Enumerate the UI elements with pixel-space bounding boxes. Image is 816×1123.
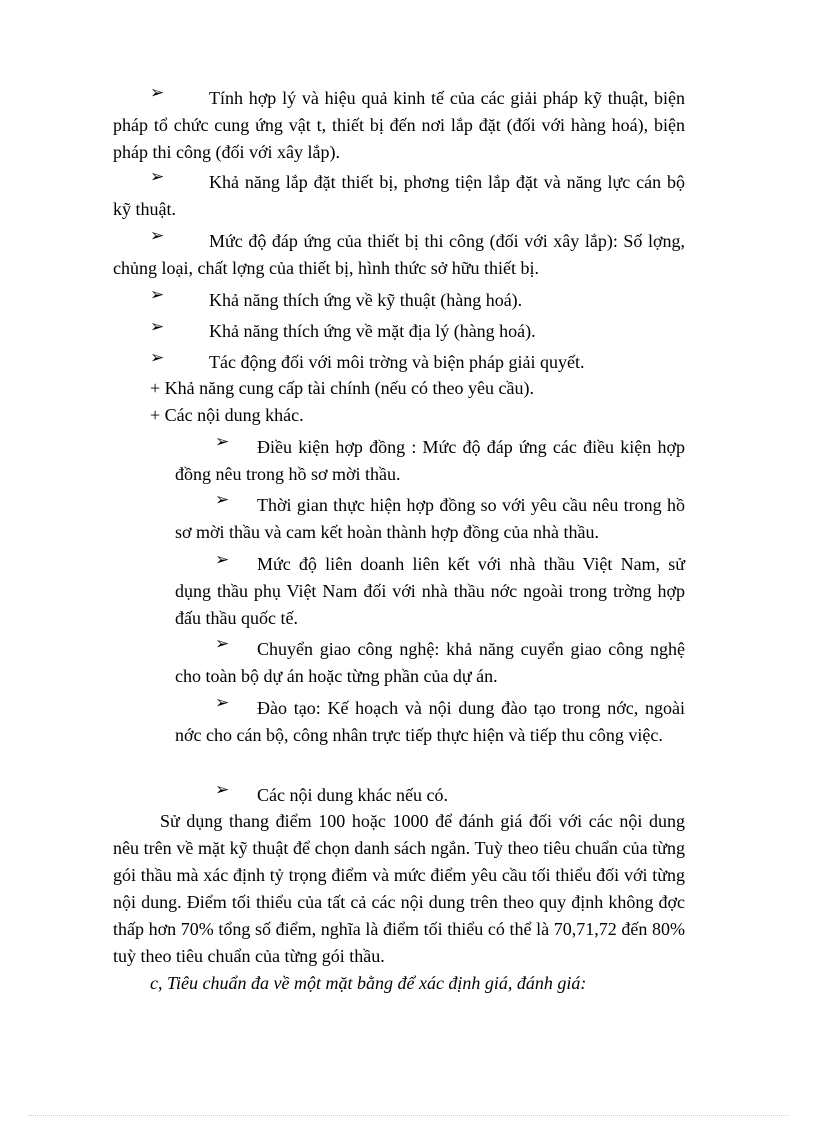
criteria-item-1: Tính hợp lý và hiệu quả kinh tế của các giải pháp kỹ thuật, biện pháp tổ chức cung ứng vật t, thiết bị đến nơi lắp đặt (đối với hàng hoá), biện pháp thi công (đối với xây lắp). bbox=[113, 88, 685, 162]
bullet-arrow-icon: ➢ bbox=[150, 317, 165, 337]
plus-item-finance: + Khả năng cung cấp tài chính (nếu có theo yêu cầu). bbox=[150, 378, 535, 398]
bullet-arrow-icon: ➢ bbox=[150, 167, 165, 187]
criteria-item-3: Mức độ đáp ứng của thiết bị thi công (đối với xây lắp): Số lợng, chủng loại, chất lợng của thiết bị, hình thức sở hữu thiết bị. bbox=[113, 231, 685, 278]
sub-item-joint-venture: Mức độ liên doanh liên kết với nhà thầu Việt Nam, sử dụng thầu phụ Việt Nam đối với nhà thầu nớc ngoài trong trờng hợp đấu thầu quốc tế. bbox=[175, 554, 685, 628]
sub-item-training: Đào tạo: Kế hoạch và nội dung đào tạo trong nớc, ngoài nớc cho cán bộ, công nhân trực tiếp thực hiện và tiếp thu công việc. bbox=[175, 698, 685, 745]
criteria-item-5: Khả năng thích ứng về mặt địa lý (hàng hoá). bbox=[209, 321, 536, 341]
criteria-item-6: Tác động đối với môi trờng và biện pháp giải quyết. bbox=[209, 352, 585, 372]
section-heading-c: c, Tiêu chuẩn đa về một mặt bằng để xác định giá, đánh giá: bbox=[150, 973, 587, 993]
sub-item-contract-conditions: Điều kiện hợp đồng : Mức độ đáp ứng các điều kiện hợp đồng nêu trong hồ sơ mời thầu. bbox=[175, 437, 685, 484]
bullet-arrow-icon: ➢ bbox=[215, 550, 230, 570]
bullet-arrow-icon: ➢ bbox=[215, 490, 230, 510]
criteria-item-2: Khả năng lắp đặt thiết bị, phơng tiện lắp đặt và năng lực cán bộ kỹ thuật. bbox=[113, 172, 685, 219]
bullet-arrow-icon: ➢ bbox=[215, 432, 230, 452]
bullet-arrow-icon: ➢ bbox=[150, 226, 165, 246]
scoring-paragraph: Sử dụng thang điểm 100 hoặc 1000 để đánh giá đối với các nội dung nêu trên về mặt kỹ thuật để chọn danh sách ngắn. Tuỳ theo tiêu chuẩn của từng gói thầu mà xác định tỷ trọng điểm và mức điểm yêu cầu tối thiểu đối với từng nội dung. Điểm tối thiểu của tất cả các nội dung trên theo quy định không đợc thấp hơn 70% tổng số điểm, nghĩa là điểm tối thiểu có thể là 70,71,72 đến 80% tuỳ theo tiêu chuẩn của từng gói thầu. bbox=[113, 811, 685, 966]
sub-item-contract-time: Thời gian thực hiện hợp đồng so với yêu cầu nêu trong hồ sơ mời thầu và cam kết hoàn thành hợp đồng của nhà thầu. bbox=[175, 495, 685, 542]
bullet-arrow-icon: ➢ bbox=[215, 693, 230, 713]
bullet-arrow-icon: ➢ bbox=[150, 348, 165, 368]
bullet-arrow-icon: ➢ bbox=[215, 780, 230, 800]
sub-item-technology-transfer: Chuyển giao công nghệ: khả năng cuyển giao công nghệ cho toàn bộ dự án hoặc từng phần của dự án. bbox=[175, 639, 685, 686]
sub-item-other: Các nội dung khác nếu có. bbox=[257, 785, 448, 805]
bullet-arrow-icon: ➢ bbox=[150, 83, 165, 103]
page-bottom-divider bbox=[28, 1115, 788, 1116]
bullet-arrow-icon: ➢ bbox=[215, 634, 230, 654]
bullet-arrow-icon: ➢ bbox=[150, 285, 165, 305]
criteria-item-4: Khả năng thích ứng về kỹ thuật (hàng hoá). bbox=[209, 290, 523, 310]
plus-item-other: + Các nội dung khác. bbox=[150, 405, 304, 425]
